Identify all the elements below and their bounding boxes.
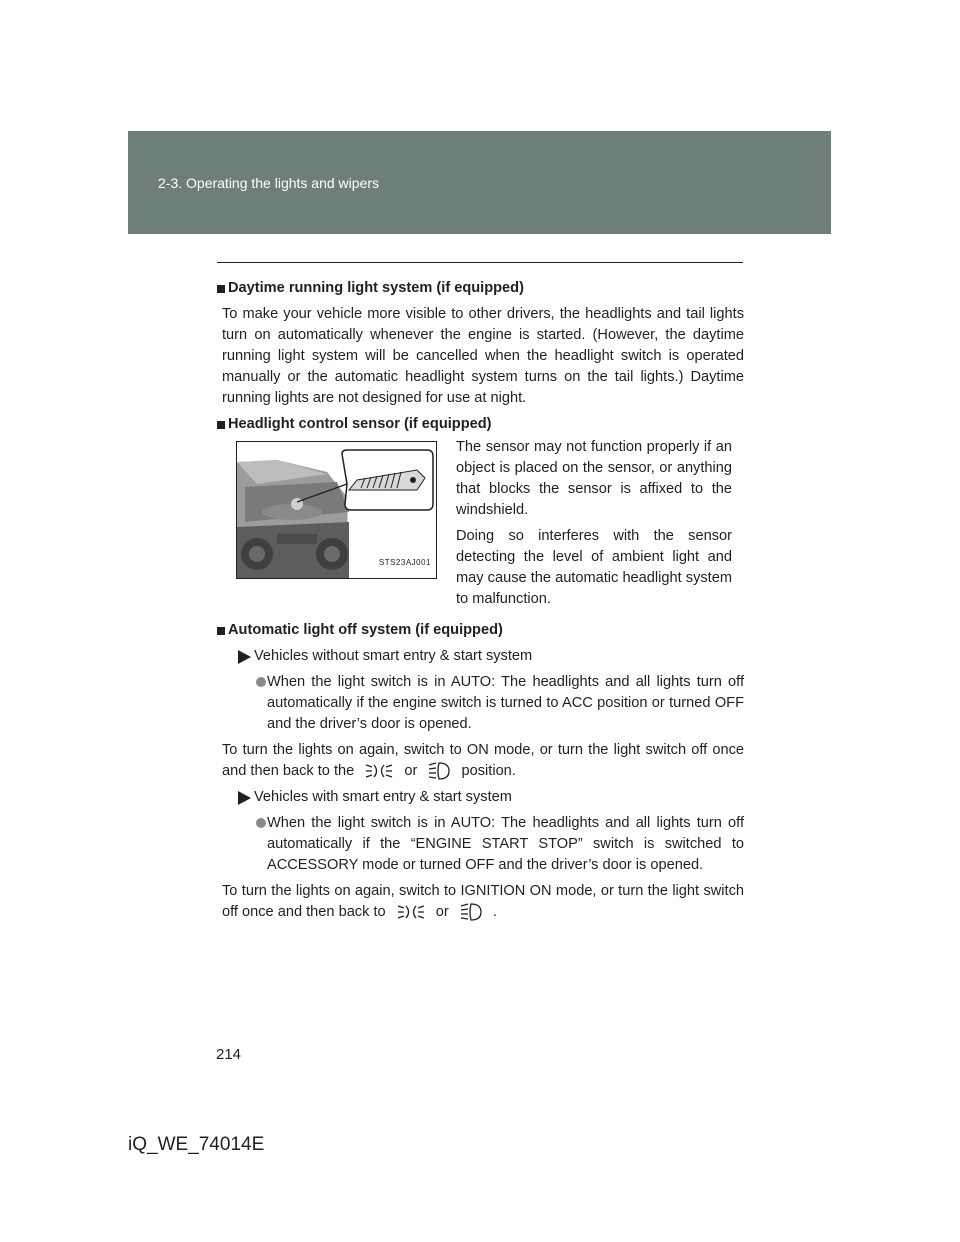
sub-heading-without-smart-entry bbox=[238, 646, 744, 667]
sensor-side-text bbox=[456, 437, 732, 615]
sensor-block bbox=[214, 441, 744, 616]
heading-auto-off bbox=[214, 620, 744, 641]
figure-code: STS23AJ001 bbox=[378, 558, 431, 567]
heading-sensor bbox=[214, 414, 744, 435]
square-bullet-icon bbox=[217, 285, 225, 293]
bullet2-text: When the light switch is in AUTO: The headlights and all lights turn off automatically if the “ENGINE START STOP” switch is switched to ACCESSORY mode or turned OFF and the driver’s door is opened. bbox=[267, 815, 744, 873]
para-with-smart-entry bbox=[222, 881, 744, 923]
bullet-without-smart-entry bbox=[256, 672, 744, 735]
sub2-text: Vehicles with smart entry & start system bbox=[254, 789, 512, 805]
bullet-with-smart-entry bbox=[256, 813, 744, 876]
para1-or: or bbox=[404, 763, 418, 779]
sensor-text-2: Doing so interferes with the sensor detecting the level of ambient light and may cause the automatic headlight system to malfunction. bbox=[456, 528, 732, 607]
square-bullet-icon bbox=[217, 627, 225, 635]
headlight-icon bbox=[459, 902, 483, 922]
bullet1-text: When the light switch is in AUTO: The headlights and all lights turn off automatically if the engine switch is turned to ACC position or turned OFF and the driver’s door is opened. bbox=[267, 674, 744, 732]
para2-text-a: To turn the lights on again, switch to IGNITION ON mode, or turn the light switch off once and then back to bbox=[222, 883, 744, 920]
circle-bullet-icon bbox=[256, 677, 266, 687]
heading-sensor-text: Headlight control sensor (if equipped) bbox=[228, 416, 492, 432]
heading-drl-text: Daytime running light system (if equipped) bbox=[228, 280, 524, 296]
section-header-band bbox=[128, 131, 831, 234]
para1-text-a: To turn the lights on again, switch to ON mode, or turn the light switch off once and then back to the bbox=[222, 742, 744, 779]
heading-auto-off-text: Automatic light off system (if equipped) bbox=[228, 622, 503, 638]
page-content bbox=[214, 278, 744, 928]
top-rule bbox=[217, 262, 743, 263]
tail-light-icon bbox=[364, 762, 394, 780]
document-id: iQ_WE_74014E bbox=[128, 1134, 265, 1155]
section-title: 2-3. Operating the lights and wipers bbox=[158, 175, 380, 191]
square-bullet-icon bbox=[217, 421, 225, 429]
para2-text-b: . bbox=[492, 904, 497, 920]
sub-heading-with-smart-entry bbox=[238, 787, 744, 808]
triangle-bullet-icon bbox=[238, 650, 251, 664]
tail-light-icon bbox=[396, 903, 426, 921]
para1-text-b: position. bbox=[461, 763, 516, 779]
circle-bullet-icon bbox=[256, 818, 266, 828]
page-number: 214 bbox=[216, 1046, 242, 1063]
heading-drl bbox=[214, 278, 744, 299]
headlight-icon bbox=[427, 761, 451, 781]
sensor-figure bbox=[236, 441, 437, 579]
para-without-smart-entry bbox=[222, 740, 744, 782]
triangle-bullet-icon bbox=[238, 791, 251, 805]
para2-or: or bbox=[435, 904, 449, 920]
sensor-text-1: The sensor may not function properly if an object is placed on the sensor, or anything that blocks the sensor is affixed to the windshield. bbox=[456, 439, 732, 518]
drl-body: To make your vehicle more visible to other drivers, the headlights and tail lights turn on automatically whenever the engine is started. (However, the daytime running light system will be cancelled when the headlight switch is operated manually or the automatic headlight system turns on the tail lights.) Daytime running lights are not designed for use at night. bbox=[222, 306, 744, 406]
sub1-text: Vehicles without smart entry & start system bbox=[254, 648, 533, 664]
